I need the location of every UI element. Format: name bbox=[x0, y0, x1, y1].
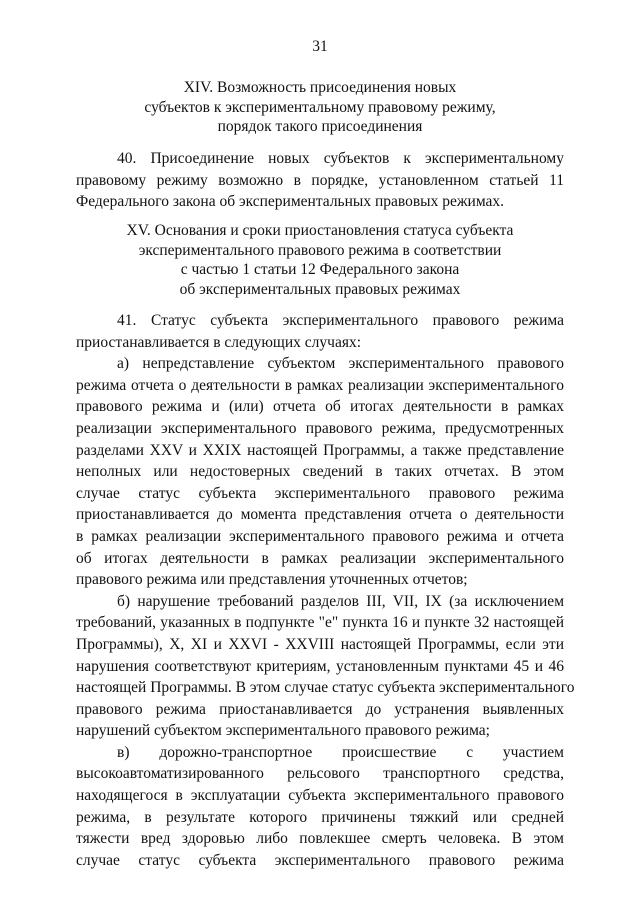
heading-line: с частью 1 статьи 12 Федерального закона bbox=[180, 261, 460, 278]
text-line: правового режима приостанавливается до устранения выявленных bbox=[76, 700, 564, 718]
paragraph-41 bbox=[76, 310, 575, 871]
heading-line: порядок такого присоединения bbox=[217, 118, 423, 135]
heading-line: XIV. Возможность присоединения новых bbox=[183, 79, 457, 96]
text-line: нарушений субъектом экспериментального правового режима; bbox=[76, 722, 490, 740]
section-xiv-heading bbox=[60, 78, 580, 137]
text-line: в рамках реализации экспериментального правового режима и отчета bbox=[76, 527, 564, 545]
text-line: 40. Присоединение новых субъектов к экспериментальному bbox=[117, 150, 564, 167]
text-line: реализации экспериментального правового режима, предусмотренных bbox=[76, 419, 564, 437]
text-line: правового режима и (или) отчета об итогах деятельности в рамках bbox=[76, 398, 564, 416]
text-line: 41. Статус субъекта экспериментального правового режима bbox=[117, 312, 564, 329]
text-line: а) непредставление субъектом экспериментального правового bbox=[117, 355, 564, 373]
text-line: б) нарушение требований разделов III, VII, IX (за исключением bbox=[117, 592, 564, 610]
text-line: режима, в результате которого причинены тяжкий или средней bbox=[76, 808, 564, 826]
text-line: нарушения соответствуют критериям, установленным пунктами 45 и 46 bbox=[76, 657, 564, 675]
text-line: Федерального закона об экспериментальных правовых режимах. bbox=[76, 193, 505, 211]
text-line: Программы), X, XI и XXVI - XXVIII настоящей Программы, если эти bbox=[76, 635, 564, 653]
text-line: приостанавливается до момента представления отчета о деятельности bbox=[76, 506, 564, 524]
text-line: требований, указанных в подпункте "е" пункта 16 и пункте 32 настоящей bbox=[76, 614, 564, 632]
subitem-a bbox=[76, 353, 564, 591]
text-line: случае статус субъекта экспериментального правового режима bbox=[76, 484, 564, 502]
text-line: правового режима или представления уточненных отчетов; bbox=[76, 571, 468, 589]
paragraph-40 bbox=[76, 148, 564, 213]
text-line: режима отчета о деятельности в рамках реализации экспериментального bbox=[76, 376, 564, 394]
text-line: в) дорожно-транспортное происшествие с участием bbox=[117, 743, 564, 761]
heading-line: субъектов к экспериментальному правовому режиму, bbox=[144, 98, 496, 116]
text-line: высокоавтоматизированного рельсового транспортного средства, bbox=[76, 765, 564, 783]
subitem-b bbox=[76, 591, 575, 742]
heading-line: экспериментального правового режима в соответствии bbox=[138, 241, 502, 259]
text-line: правовому режиму возможно в порядке, установленном статьей 11 bbox=[76, 171, 564, 189]
text-line: разделами XXV и XXIX настоящей Программы, а также представление bbox=[76, 441, 564, 459]
text-line: тяжести вред здоровью либо повлекшее смерть человека. В этом bbox=[76, 830, 564, 848]
page-number: 31 bbox=[312, 38, 328, 55]
heading-line: об экспериментальных правовых режимах bbox=[179, 280, 461, 298]
text-line: находящегося в эксплуатации субъекта экспериментального правового bbox=[76, 787, 564, 805]
text-line: настоящей Программы. В этом случае статус субъекта экспериментального bbox=[76, 679, 575, 697]
text-line: неполных или недостоверных сведений в таких отчетах. В этом bbox=[76, 463, 564, 481]
text-line: приостанавливается в следующих случаях: bbox=[76, 333, 362, 351]
subitem-c bbox=[76, 742, 564, 872]
heading-line: XV. Основания и сроки приостановления статуса субъекта bbox=[126, 222, 514, 239]
text-line: случае статус субъекта экспериментального правового режима bbox=[76, 851, 564, 869]
section-xv-heading bbox=[60, 221, 580, 299]
text-line: об итогах деятельности в рамках реализации экспериментального bbox=[76, 549, 564, 567]
